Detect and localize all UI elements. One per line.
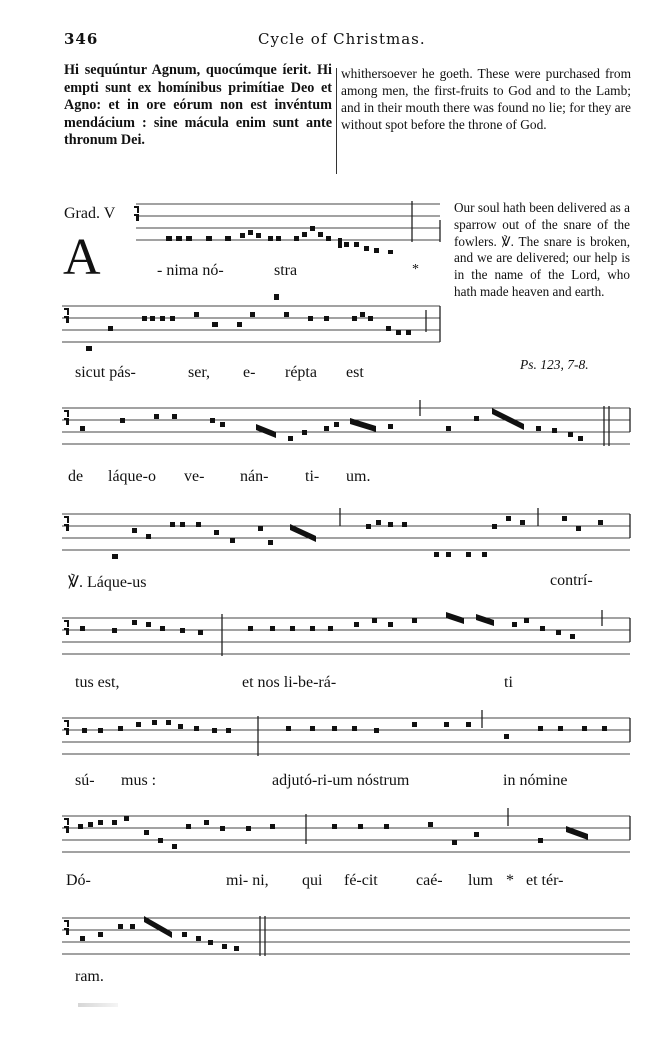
lyric-3d: nán- <box>240 468 269 485</box>
page-number: 346 <box>64 30 99 48</box>
lyric-1c: * <box>412 262 419 277</box>
do-clef-icon <box>64 308 69 323</box>
lyric-1b: stra <box>274 262 298 279</box>
initial-letter: A <box>63 229 101 286</box>
english-translation: whithersoever he goeth. These were purchased from among men, the first-fruits to God and to the Lamb; and in their mouth there was found no lie; for they are without spot before the throne of God. <box>341 66 631 132</box>
lyric-7d: fé-cit <box>344 872 378 889</box>
chant-staff-8 <box>62 906 632 966</box>
lyric-2a: sicut pás- <box>75 364 136 381</box>
do-clef-icon <box>134 206 139 221</box>
latin-text: Hi sequúntur Agnum, quocúmque íerit. Hi empti sunt ex homínibus primítiae Deo et Agno: et in ore eórum non est invéntum mendácium : sine mácula enim sunt ante thronum Dei. <box>64 62 332 148</box>
staff-lines <box>62 718 630 754</box>
lyric-8a: ram. <box>75 968 104 985</box>
lyric-5a: tus est, <box>75 674 120 691</box>
do-clef-icon <box>64 720 69 735</box>
lyric-7g: * <box>506 872 514 889</box>
chant-staff-2 <box>62 292 444 356</box>
lyric-5c: ti <box>504 674 513 691</box>
lyric-7b: mi- ni, <box>226 872 269 889</box>
lyric-6c: adjutó-ri-um nóstrum <box>272 772 410 789</box>
lyric-6d: in nómine <box>503 772 568 789</box>
do-clef-icon <box>64 818 69 833</box>
psalm-reference: Ps. 123, 7-8. <box>520 357 589 372</box>
lyric-2e: est <box>346 364 364 381</box>
lyric-7c: qui <box>302 872 323 889</box>
lyric-3f: um. <box>346 468 371 485</box>
lyric-3a: de <box>68 468 84 485</box>
lyric-7f: lum <box>468 872 493 889</box>
lyric-4a: ℣. Láque-us <box>68 574 147 591</box>
gradual-label: Grad. V <box>64 205 116 222</box>
staff-lines <box>136 204 440 240</box>
lyric-3b: láque-o <box>108 468 156 485</box>
chant-staff-6 <box>62 706 632 766</box>
chant-staff-5 <box>62 606 632 666</box>
chant-staff-4 <box>62 500 632 562</box>
neumes-7 <box>78 816 588 849</box>
neumes-5 <box>80 612 575 639</box>
lyric-2d: répta <box>285 364 317 381</box>
chant-staff-7 <box>62 804 632 866</box>
staff-lines <box>62 306 440 342</box>
lyric-5b: et nos li-be-rá- <box>242 674 337 691</box>
lyric-6a: sú- <box>75 772 95 789</box>
lyric-2b: ser, <box>188 364 211 381</box>
gradual-translation: Our soul hath been delivered as a sparrow out of the snare of the fowlers. ℣. The snare is broken, and we are delivered; our help is in the name of the Lord, who hath made heaven and earth. <box>454 200 630 299</box>
neumes-3 <box>80 408 583 441</box>
lyric-4b: contrí- <box>550 572 593 589</box>
lyric-3c: ve- <box>184 468 205 485</box>
lyric-6b: mus : <box>121 772 157 789</box>
neumes-8 <box>80 916 239 951</box>
lyric-7a: Dó- <box>66 872 91 889</box>
chant-staff-3 <box>62 396 632 456</box>
lyric-3e: ti- <box>305 468 320 485</box>
do-clef-icon <box>64 516 69 531</box>
column-divider <box>336 68 337 174</box>
chant-staff-1 <box>130 198 442 270</box>
do-clef-icon <box>64 620 69 635</box>
lyric-7h: et tér- <box>526 872 564 889</box>
lyric-7e: caé- <box>416 872 443 889</box>
running-title: Cycle of Christmas. <box>258 30 426 48</box>
do-clef-icon <box>64 920 69 935</box>
lyric-2c: e- <box>243 364 256 381</box>
staff-lines <box>62 514 630 550</box>
print-smudge <box>78 1003 118 1007</box>
staff-lines <box>62 408 630 444</box>
do-clef-icon <box>64 410 69 425</box>
lyric-1a: - nima nó- <box>157 262 224 279</box>
